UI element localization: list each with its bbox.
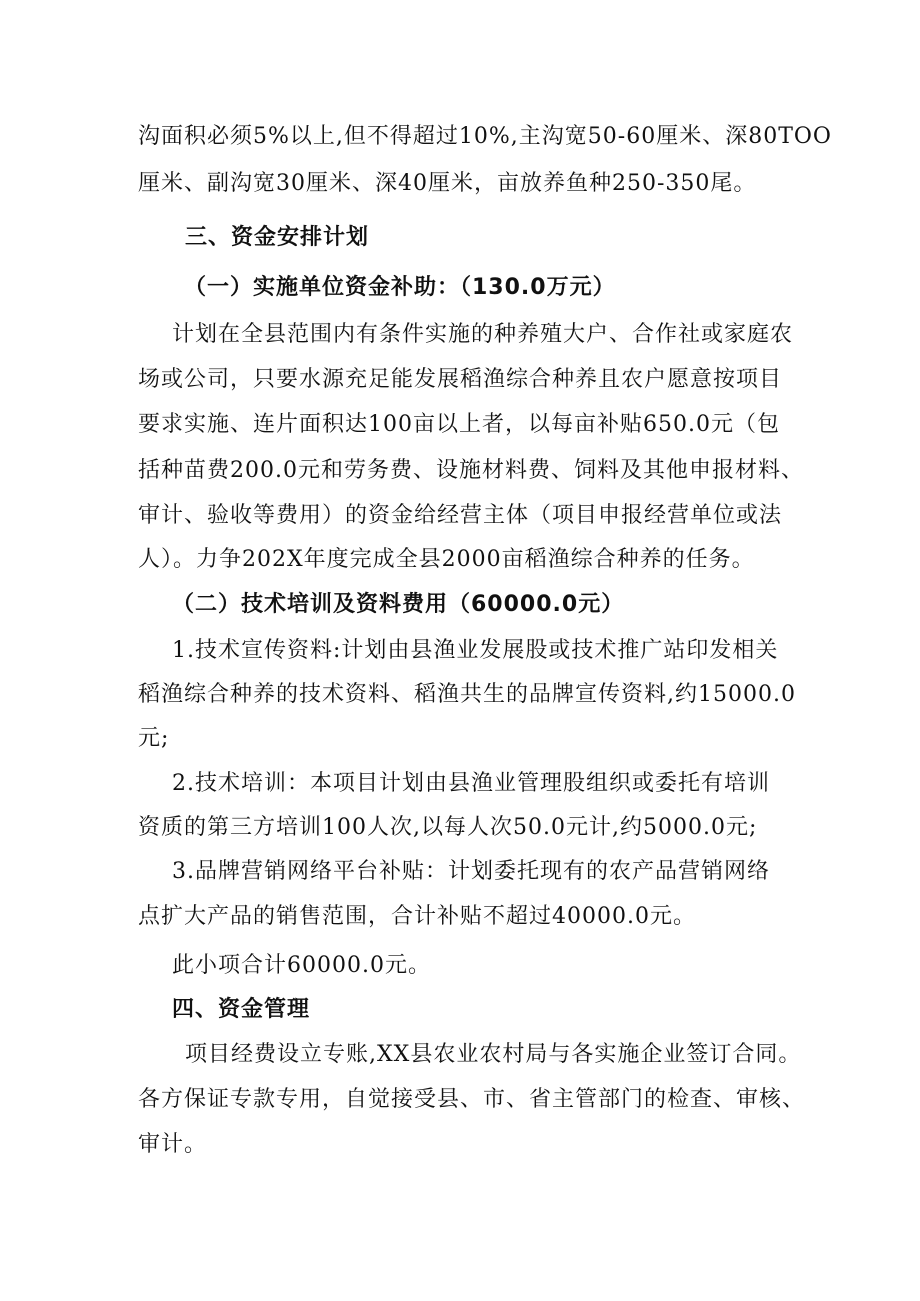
body-text-line: 元; bbox=[138, 726, 170, 751]
body-text-line: 点扩大产品的销售范围，合计补贴不超过40000.0元。 bbox=[138, 904, 696, 929]
section-heading-4: 四、资金管理 bbox=[172, 997, 311, 1022]
body-text-line: 2.技术培训：本项目计划由县渔业管理股组织或委托有培训 bbox=[172, 771, 770, 796]
body-text-line: 括种苗费200.0元和劳务费、设施材料费、饲料及其他申报材料、 bbox=[138, 458, 804, 483]
body-text-line: 此小项合计60000.0元。 bbox=[172, 953, 431, 978]
subsection-heading-1: （一）实施单位资金补助：（130.0万元） bbox=[184, 275, 616, 300]
body-text-line: 沟面积必须5%以上,但不得超过10%,主沟宽50-60厘米、深80TOO bbox=[138, 124, 832, 149]
subsection-heading-2: （二）技术培训及资料费用（60000.0元） bbox=[172, 592, 625, 617]
body-text-line: 资质的第三方培训100人次,以每人次50.0元计,约5000.0元; bbox=[138, 815, 758, 840]
body-text-line: 场或公司，只要水源充足能发展稻渔综合种养且农户愿意按项目 bbox=[138, 367, 783, 392]
body-text-line: 审计。 bbox=[138, 1132, 208, 1157]
body-text-line: 稻渔综合种养的技术资料、稻渔共生的品牌宣传资料,约15000.0 bbox=[138, 682, 796, 707]
body-text-line: 3.品牌营销网络平台补贴：计划委托现有的农产品营销网络 bbox=[172, 859, 770, 884]
body-text-line: 要求实施、连片面积达100亩以上者，以每亩补贴650.0元（包 bbox=[138, 412, 780, 437]
body-text-line: 厘米、副沟宽30厘米、深40厘米，亩放养鱼种250-350尾。 bbox=[138, 171, 757, 196]
body-text-line: 各方保证专款专用，自觉接受县、市、省主管部门的检查、审核、 bbox=[138, 1087, 806, 1112]
section-heading-3: 三、资金安排计划 bbox=[185, 225, 370, 250]
body-text-line: 审计、验收等费用）的资金给经营主体（项目申报经营单位或法 bbox=[138, 503, 783, 528]
body-text-line: 人）。力争202X年度完成全县2000亩稻渔综合种养的任务。 bbox=[138, 547, 755, 572]
body-text-line: 项目经费设立专账,XX县农业农村局与各实施企业签订合同。 bbox=[185, 1042, 802, 1067]
body-text-line: 1.技术宣传资料:计划由县渔业发展股或技术推广站印发相关 bbox=[172, 638, 779, 663]
body-text-line: 计划在全县范围内有条件实施的种养殖大户、合作社或家庭农 bbox=[172, 322, 794, 347]
